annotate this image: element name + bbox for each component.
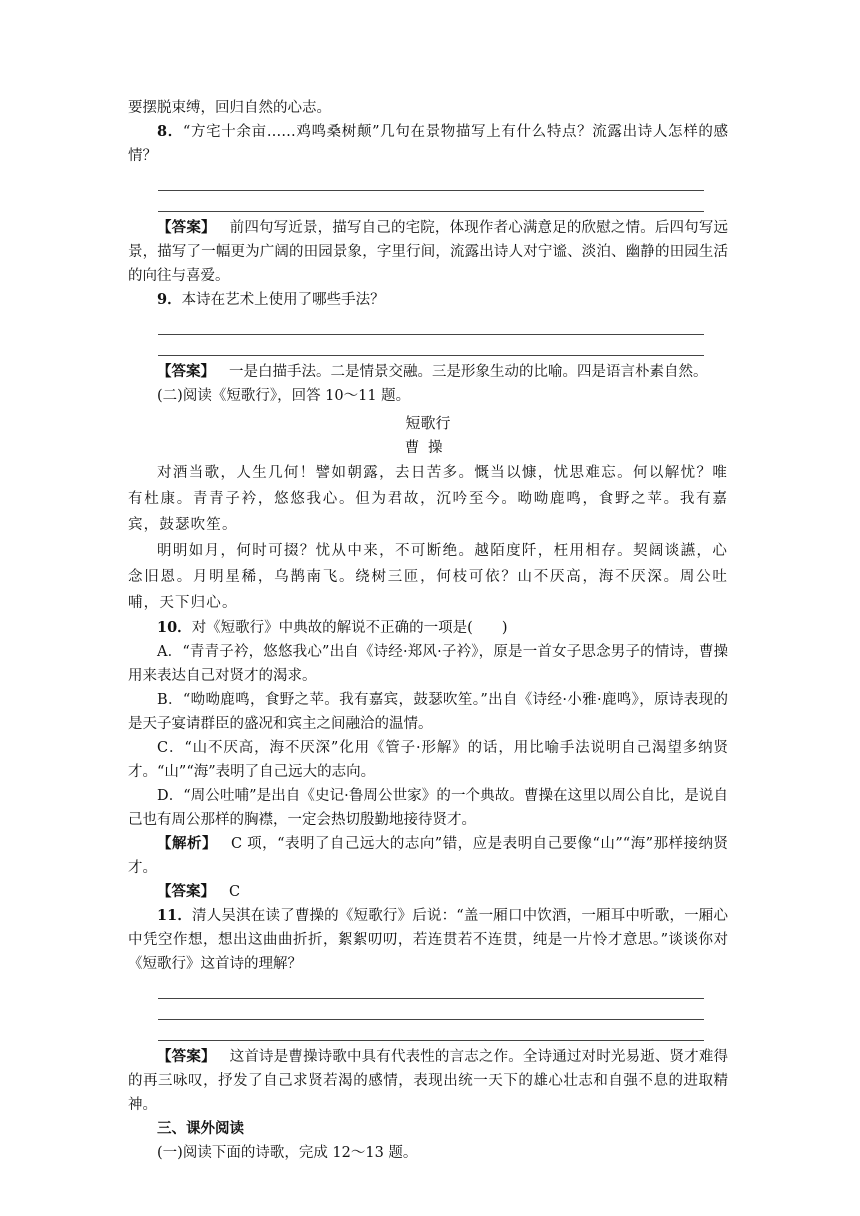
question-8 [128,120,728,168]
section-2-heading: (二)阅读《短歌行》，回答 10～11 题。 [157,388,411,404]
analysis-10 [128,832,728,880]
poem-title: 短歌行 [405,414,451,432]
question-text: “方宅十余亩……鸡鸣桑树颠”几句在景物描写上有什么特点？流露出诗人怎样的感情？ [128,124,728,164]
option-c[interactable]: C．“山不厌高，海不厌深”化用《管子·形解》的话，用比喻手法说明自己渴望多纳贤才。“山”“海”表明了自己远大的志向。 [128,740,728,780]
answer-line[interactable] [158,1020,704,1041]
answer-tag: 【答案】 [157,363,215,380]
question-text: 对《短歌行》中典故的解说不正确的一项是( ) [191,620,508,636]
question-11 [128,904,728,976]
question-10 [128,616,728,640]
answer-lines-9[interactable] [128,312,728,360]
answer-lines-8[interactable] [128,168,728,216]
poem-author: 曹操 [404,440,452,456]
answer-text: 这首诗是曹操诗歌中具有代表性的言志之作。全诗通过对时光易逝、贤才难得的再三咏叹，抒发了自己求贤若渴的感情，表现出统一天下的雄心壮志和自强不息的进取精神。 [128,1049,729,1113]
answer-text: 一是白描手法。二是情景交融。三是形象生动的比喻。四是语言朴素自然。 [229,364,708,380]
answer-text: C [229,884,241,900]
answer-tag: 【答案】 [157,883,215,900]
option-b[interactable]: B．“呦呦鹿鸣，食野之苹。我有嘉宾，鼓瑟吹笙。”出自《诗经·小雅·鹿鸣》，原诗表现的是天子宴请群臣的盛况和宾主之间融洽的温情。 [128,692,728,732]
option-d[interactable]: D．“周公吐哺”是出自《史记·鲁周公世家》的一个典故。曹操在这里以周公自比，是说自己也有周公那样的胸襟，一定会热切殷勤地接待贤才。 [128,788,728,828]
answer-8 [128,216,728,288]
answer-line[interactable] [158,978,704,999]
answer-10 [128,880,728,904]
intro-tail: 要摆脱束缚，回归自然的心志。 [128,100,331,116]
answer-line[interactable] [158,999,704,1020]
question-number: 9． [157,291,182,308]
answer-9 [128,360,728,384]
section-3-heading: 三、课外阅读 [157,1120,244,1137]
analysis-text: C 项，“表明了自己远大的志向”错，应是表明自己要像“山”“海”那样接纳贤才。 [128,836,729,876]
answer-text: 前四句写近景，描写自己的宅院，体现作者心满意足的欣慰之情。后四句写远景，描写了一幅更为广阔的田园景象，字里行间，流露出诗人对宁谧、淡泊、幽静的田园生活的向往与喜爱。 [128,220,729,284]
analysis-tag: 【解析】 [157,835,217,852]
answer-11 [128,1045,728,1117]
answer-line[interactable] [158,335,704,356]
poem-stanza-1: 对酒当歌，人生几何！譬如朝露，去日苦多。慨当以慷，忧思难忘。何以解忧？唯有杜康。青青子衿，悠悠我心。但为君故，沉吟至今。呦呦鹿鸣，食野之苹。我有嘉宾，鼓瑟吹笙。 [128,465,728,533]
poem-stanza-2: 明明如月，何时可掇？忧从中来，不可断绝。越陌度阡，枉用相存。契阔谈讌，心念旧恩。月明星稀，乌鹊南飞。绕树三匝，何枝可依？山不厌高，海不厌深。周公吐哺，天下归心。 [128,543,728,611]
section-3-subheading: (一)阅读下面的诗歌，完成 12～13 题。 [157,1145,418,1161]
answer-line[interactable] [158,191,704,212]
answer-line[interactable] [158,170,704,191]
answer-tag: 【答案】 [157,219,216,236]
question-number: 11． [157,907,193,924]
question-number: 10． [157,619,192,636]
question-text: 清人吴淇在读了曹操的《短歌行》后说：“盖一厢口中饮酒，一厢耳中听歌，一厢心中凭空作想，想出这曲曲折折，絮絮叨叨，若连贯若不连贯，纯是一片怜才意思。”谈谈你对《短歌行》这首诗的理解？ [128,908,728,972]
answer-lines-11[interactable] [128,976,728,1045]
question-number: 8． [157,123,183,140]
option-a[interactable]: A．“青青子衿，悠悠我心”出自《诗经·郑风·子衿》，原是一首女子思念男子的情诗，曹操用来表达自己对贤才的渴求。 [128,644,728,684]
answer-tag: 【答案】 [157,1048,216,1065]
worksheet-page [128,96,728,1165]
question-text: 本诗在艺术上使用了哪些手法？ [181,292,385,308]
question-9 [128,288,728,312]
answer-line[interactable] [158,314,704,335]
